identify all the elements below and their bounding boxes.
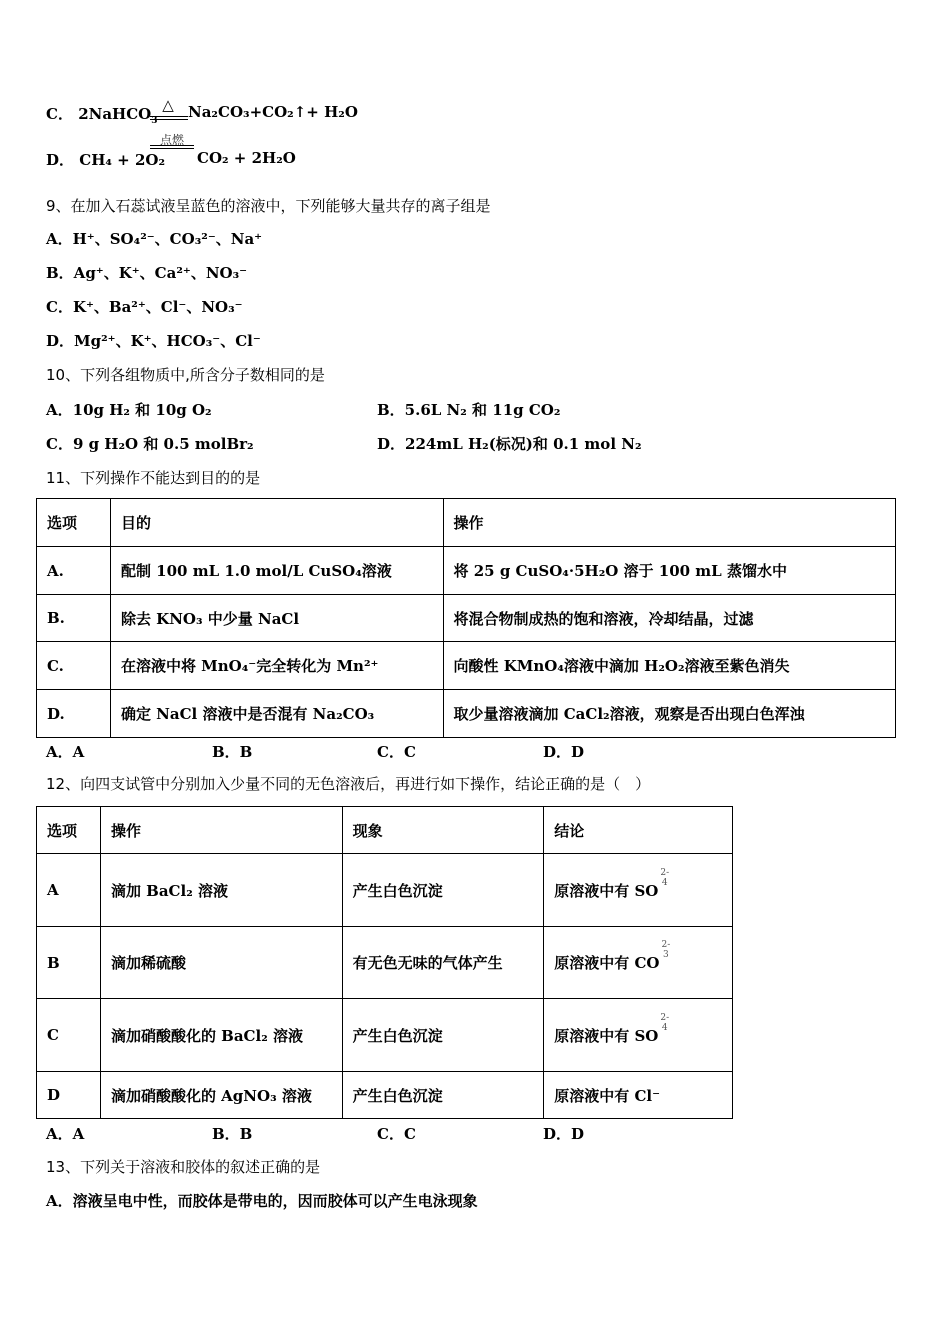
q12-row-b-ion-sub: 3	[663, 950, 669, 960]
q12-row-a-ion-charge: 2-	[660, 867, 670, 878]
q12-header-row	[37, 807, 733, 854]
table-row	[37, 690, 896, 738]
q11-row-b-option: B.	[37, 595, 111, 642]
q12-row-a-option: A	[37, 854, 101, 927]
q11-header-row	[37, 499, 896, 547]
q9-option-d: D．Mg²⁺、K⁺、HCO₃⁻、Cl⁻	[46, 332, 261, 350]
q13-stem: 13、下列关于溶液和胶体的叙述正确的是	[46, 1158, 321, 1176]
q12-row-c-ion-sub: 4	[661, 1022, 668, 1033]
q12-row-c-operation: 滴加硝酸酸化的 BaCl₂ 溶液	[100, 999, 342, 1072]
q12-row-b-ion-charge: 2-	[661, 940, 671, 950]
q12-row-a-ion-sub: 4	[661, 877, 668, 888]
q9-stem: 9、在加入石蕊试液呈蓝色的溶液中，下列能够大量共存的离子组是	[46, 197, 491, 215]
q11-row-a-option: A.	[37, 547, 111, 595]
q12-row-b-operation: 滴加稀硫酸	[100, 927, 342, 999]
q12-row-d-phenomenon: 产生白色沉淀	[342, 1072, 544, 1119]
q11-stem: 11、下列操作不能达到目的的是	[46, 469, 261, 487]
table-row	[37, 642, 896, 690]
q8-d-left: CH₄ + 2O₂	[79, 151, 166, 169]
q8-c-left: 2NaHCO	[78, 105, 152, 123]
q11-row-b-purpose: 除去 KNO₃ 中少量 NaCl	[110, 595, 443, 642]
q8-option-d	[46, 149, 165, 170]
q11-choice-d: D．D	[543, 743, 585, 761]
q8-c-equals-top	[150, 116, 188, 117]
q12-row-a-phenomenon: 产生白色沉淀	[342, 854, 544, 927]
q8-d-ignite-condition: 点燃	[159, 133, 184, 147]
q12-row-a-conclusion-text: 原溶液中有 SO	[554, 881, 659, 900]
table-row	[37, 547, 896, 595]
q8-c-label: C．	[46, 105, 73, 123]
q12-row-c-ion-charge: 2-	[660, 1012, 670, 1023]
q10-option-a: A．10g H₂ 和 10g O₂	[46, 401, 212, 419]
q8-c-equals-bottom	[150, 119, 188, 120]
q11-header-purpose: 目的	[110, 499, 443, 547]
q11-choice-a: A．A	[46, 743, 85, 761]
q11-row-a-operation: 将 25 g CuSO₄·5H₂O 溶于 100 mL 蒸馏水中	[443, 547, 895, 595]
q11-row-c-purpose: 在溶液中将 MnO₄⁻完全转化为 Mn²⁺	[110, 642, 443, 690]
table-row	[37, 1072, 733, 1119]
q12-row-b-conclusion-text: 原溶液中有 CO	[554, 954, 660, 972]
q12-row-b-option: B	[37, 927, 101, 999]
q10-option-d: D．224mL H₂(标况)和 0.1 mol N₂	[377, 435, 642, 453]
q10-stem: 10、下列各组物质中,所含分子数相同的是	[46, 366, 325, 384]
q12-choice-c: C．C	[377, 1125, 416, 1143]
q12-row-d-operation: 滴加硝酸酸化的 AgNO₃ 溶液	[100, 1072, 342, 1119]
q11-header-operation: 操作	[443, 499, 895, 547]
q9-option-c: C．K⁺、Ba²⁺、Cl⁻、NO₃⁻	[46, 298, 243, 316]
q9-option-a: A．H⁺、SO₄²⁻、CO₃²⁻、Na⁺	[46, 230, 263, 248]
table-row	[37, 595, 896, 642]
q11-table	[36, 498, 896, 738]
q11-header-option: 选项	[37, 499, 111, 547]
q8-d-label: D．	[46, 151, 75, 169]
q12-row-a-operation: 滴加 BaCl₂ 溶液	[100, 854, 342, 927]
table-row	[37, 927, 733, 999]
q10-option-b: B．5.6L N₂ 和 11g CO₂	[377, 401, 561, 419]
q12-row-c-conclusion	[544, 999, 733, 1072]
table-row	[37, 854, 733, 927]
q11-row-d-purpose: 确定 NaCl 溶液中是否混有 Na₂CO₃	[110, 690, 443, 738]
q11-row-c-option: C.	[37, 642, 111, 690]
q11-choice-c: C．C	[377, 743, 416, 761]
q12-table	[36, 806, 733, 1119]
q11-row-b-operation: 将混合物制成热的饱和溶液，冷却结晶，过滤	[443, 595, 895, 642]
q11-row-c-operation: 向酸性 KMnO₄溶液中滴加 H₂O₂溶液至紫色消失	[443, 642, 895, 690]
q8-c-heat-symbol: △	[162, 96, 174, 114]
q11-choice-b: B．B	[212, 743, 253, 761]
q12-row-d-conclusion: 原溶液中有 Cl⁻	[544, 1072, 733, 1119]
q12-choice-b: B．B	[212, 1125, 253, 1143]
q11-row-d-option: D.	[37, 690, 111, 738]
q8-d-right: CO₂ + 2H₂O	[197, 149, 296, 167]
q12-row-c-option: C	[37, 999, 101, 1072]
q12-row-c-conclusion-text: 原溶液中有 SO	[554, 1026, 659, 1045]
q9-option-b: B．Ag⁺、K⁺、Ca²⁺、NO₃⁻	[46, 264, 248, 282]
q8-c-left-sub: 3	[151, 116, 158, 126]
q12-choice-d: D．D	[543, 1125, 585, 1143]
q12-header-phenomenon: 现象	[342, 807, 544, 854]
q12-stem: 12、向四支试管中分别加入少量不同的无色溶液后，再进行如下操作，结论正确的是（ ）	[46, 775, 651, 793]
q8-option-c	[46, 103, 158, 126]
q12-choice-a: A．A	[46, 1125, 85, 1143]
q12-row-b-conclusion	[544, 927, 733, 999]
q11-row-a-purpose: 配制 100 mL 1.0 mol/L CuSO₄溶液	[110, 547, 443, 595]
q8-d-equals-top	[150, 145, 194, 146]
q12-row-b-phenomenon: 有无色无味的气体产生	[342, 927, 544, 999]
q12-header-operation: 操作	[100, 807, 342, 854]
table-row	[37, 999, 733, 1072]
q12-header-option: 选项	[37, 807, 101, 854]
q10-option-c: C．9 g H₂O 和 0.5 molBr₂	[46, 435, 254, 453]
q8-c-right: Na₂CO₃+CO₂↑+ H₂O	[188, 103, 358, 121]
q13-option-a: A．溶液呈电中性，而胶体是带电的，因而胶体可以产生电泳现象	[46, 1192, 478, 1210]
q11-row-d-operation: 取少量溶液滴加 CaCl₂溶液，观察是否出现白色浑浊	[443, 690, 895, 738]
q12-row-a-conclusion	[544, 854, 733, 927]
q12-header-conclusion: 结论	[544, 807, 733, 854]
q12-row-d-option: D	[37, 1072, 101, 1119]
q12-row-c-phenomenon: 产生白色沉淀	[342, 999, 544, 1072]
